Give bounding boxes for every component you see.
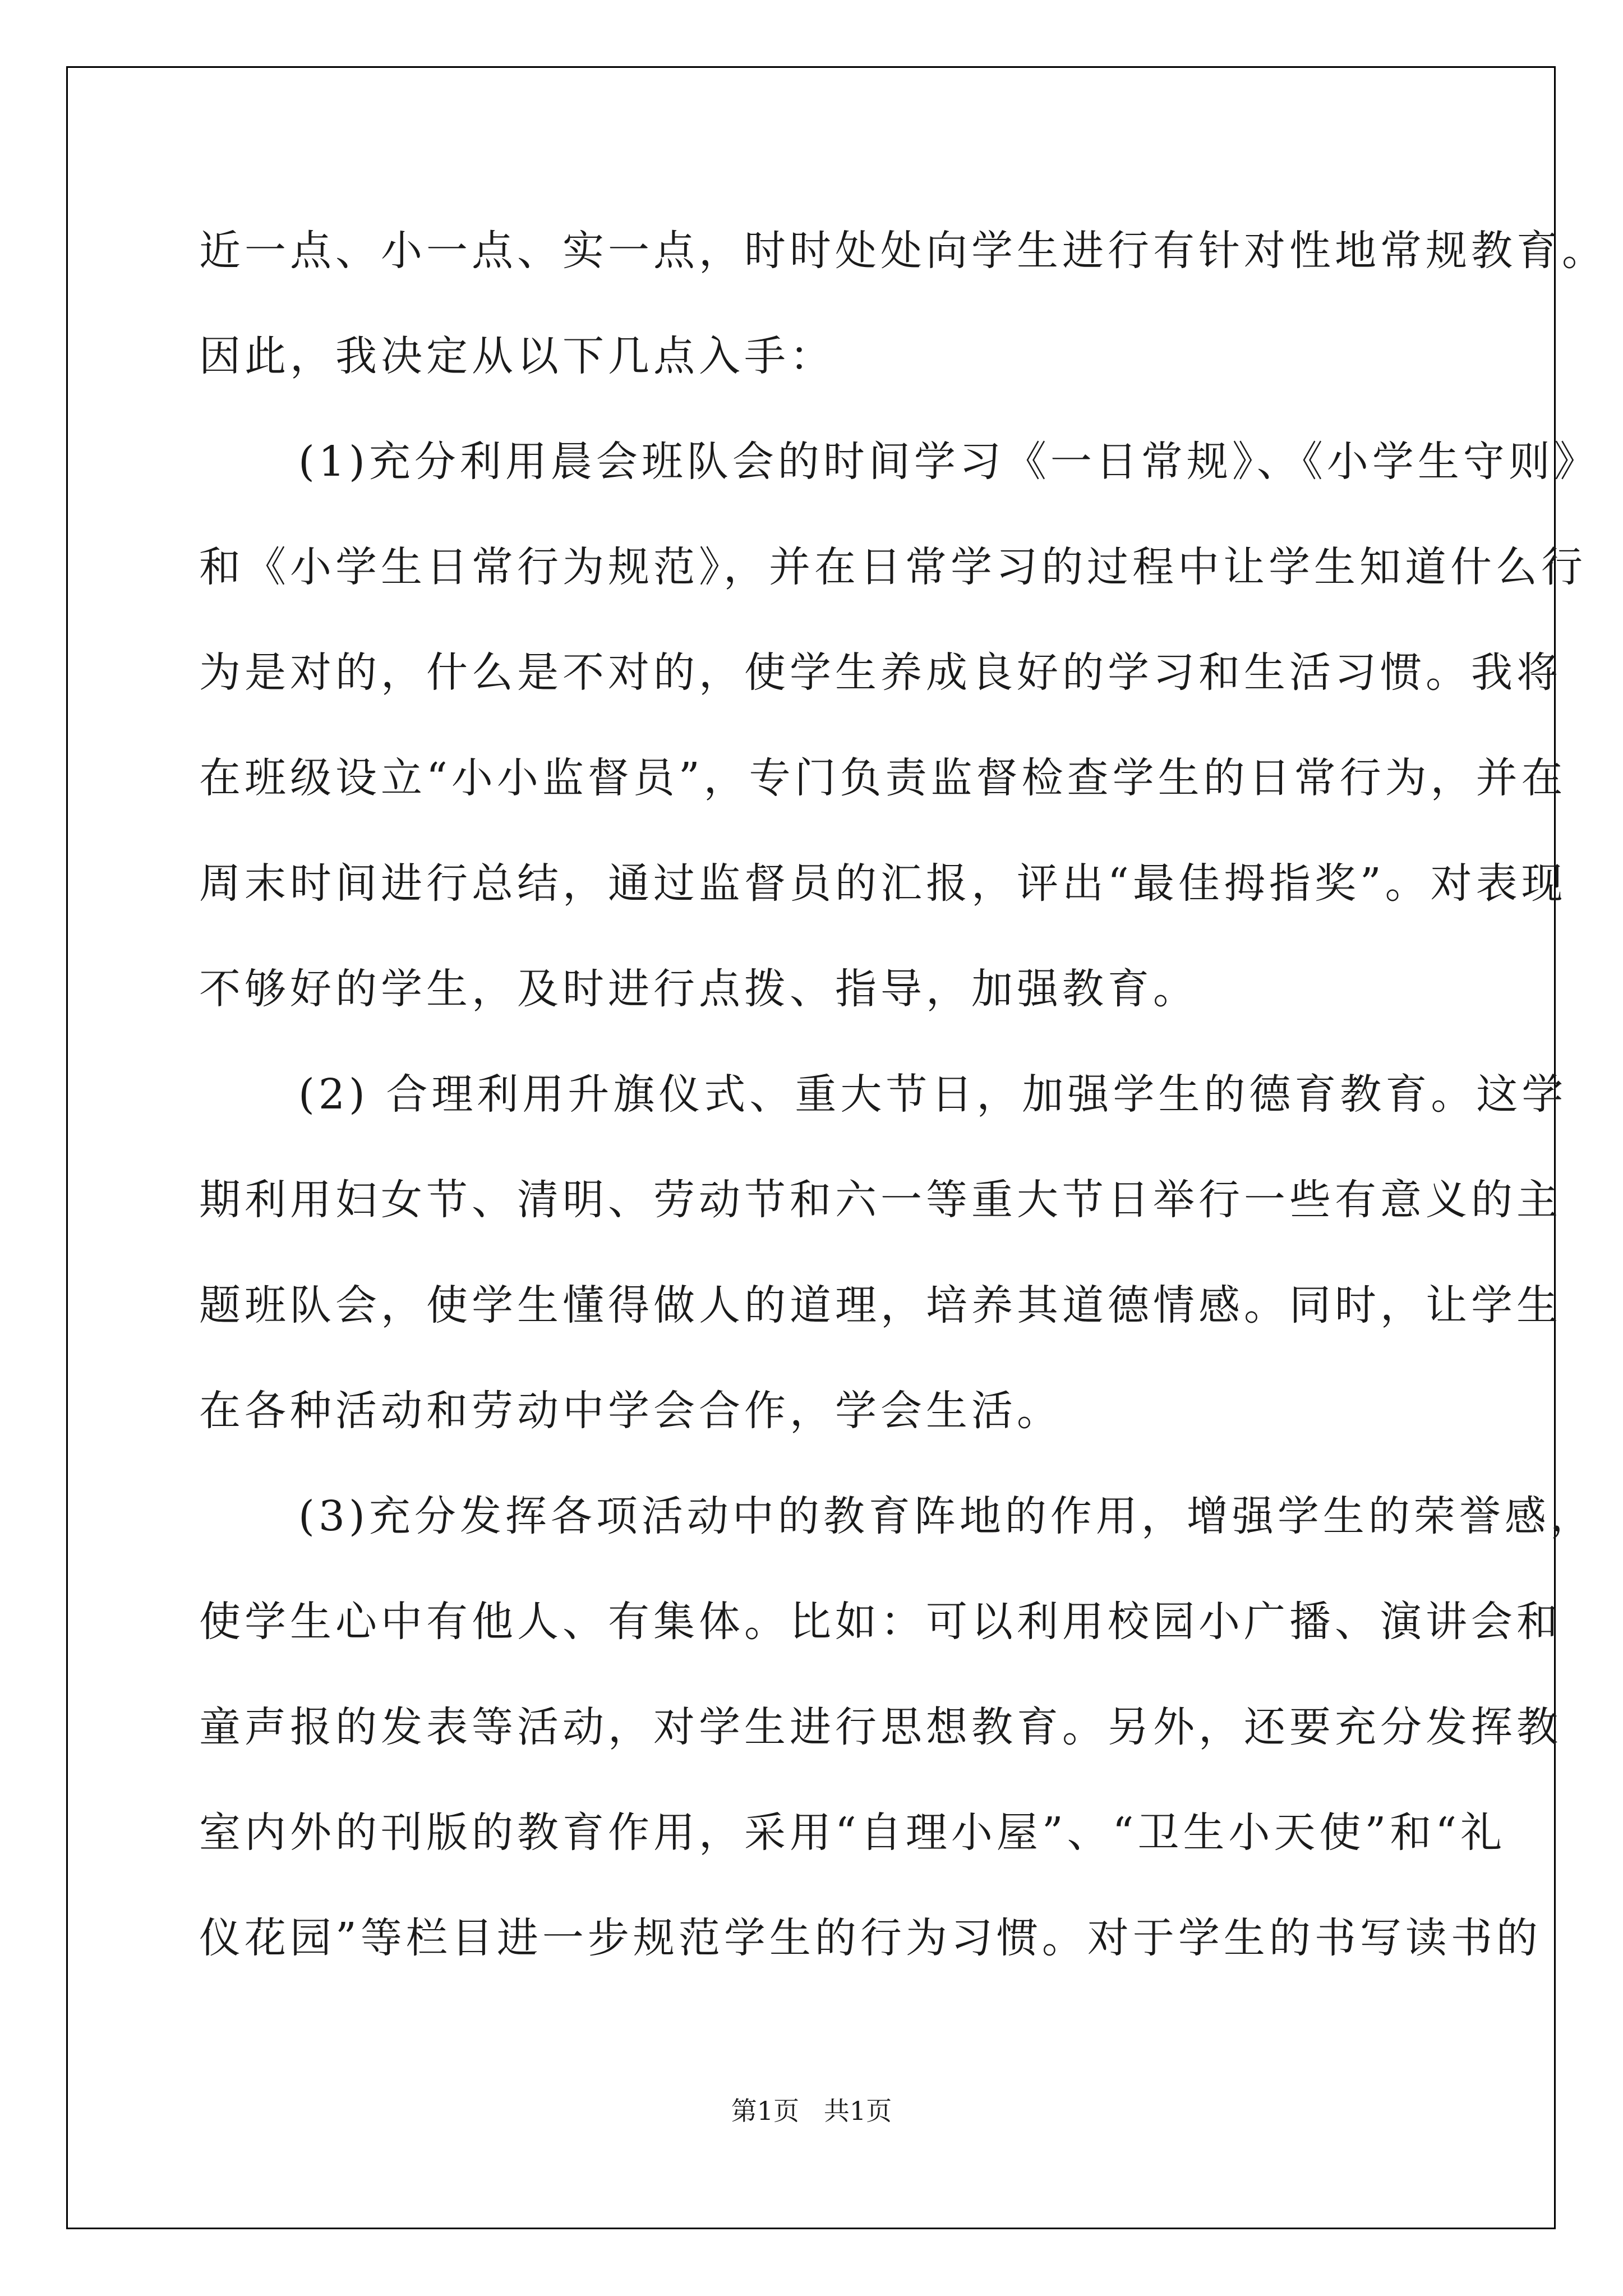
- text-line: (1)充分利用晨会班队会的时间学习《一日常规》、《小学生守则》: [298, 438, 1599, 486]
- text-line: 近一点、小一点、实一点，时时处处向学生进行有针对性地常规教育。: [199, 227, 1607, 275]
- text-line: (2) 合理利用升旗仪式、重大节日，加强学生的德育教育。这学: [298, 1070, 1567, 1119]
- text-line: 和《小学生日常行为规范》，并在日常学习的过程中让学生知道什么行: [199, 543, 1587, 591]
- text-line: (3)充分发挥各项活动中的教育阵地的作用，增强学生的荣誉感，: [298, 1492, 1596, 1540]
- text-line: 仪花园”等栏目进一步规范学生的行为习惯。对于学生的书写读书的: [199, 1914, 1542, 1962]
- page-footer: 第1页 共1页: [731, 2096, 892, 2126]
- text-line: 因此，我决定从以下几点入手：: [199, 332, 835, 380]
- text-line: 使学生心中有他人、有集体。比如：可以利用校园小广播、演讲会和: [199, 1598, 1562, 1646]
- text-line: 在班级设立“小小监督员”，专门负责监督检查学生的日常行为，并在: [199, 754, 1567, 802]
- text-line: 为是对的，什么是不对的，使学生养成良好的学习和生活习惯。我将: [199, 648, 1562, 697]
- text-line: 期利用妇女节、清明、劳动节和六一等重大节日举行一些有意义的主: [199, 1176, 1562, 1224]
- text-line: 不够好的学生，及时进行点拨、指导，加强教育。: [199, 965, 1198, 1013]
- text-line: 在各种活动和劳动中学会合作，学会生活。: [199, 1387, 1062, 1435]
- text-line: 室内外的刊版的教育作用，采用“自理小屋”、“卫生小天使”和“礼: [199, 1809, 1506, 1857]
- text-line: 童声报的发表等活动，对学生进行思想教育。另外，还要充分发挥教: [199, 1703, 1562, 1751]
- text-line: 周末时间进行总结，通过监督员的汇报，评出“最佳拇指奖”。对表现: [199, 859, 1567, 908]
- page-border: [66, 66, 1556, 2229]
- text-line: 题班队会，使学生懂得做人的道理，培养其道德情感。同时，让学生: [199, 1281, 1562, 1329]
